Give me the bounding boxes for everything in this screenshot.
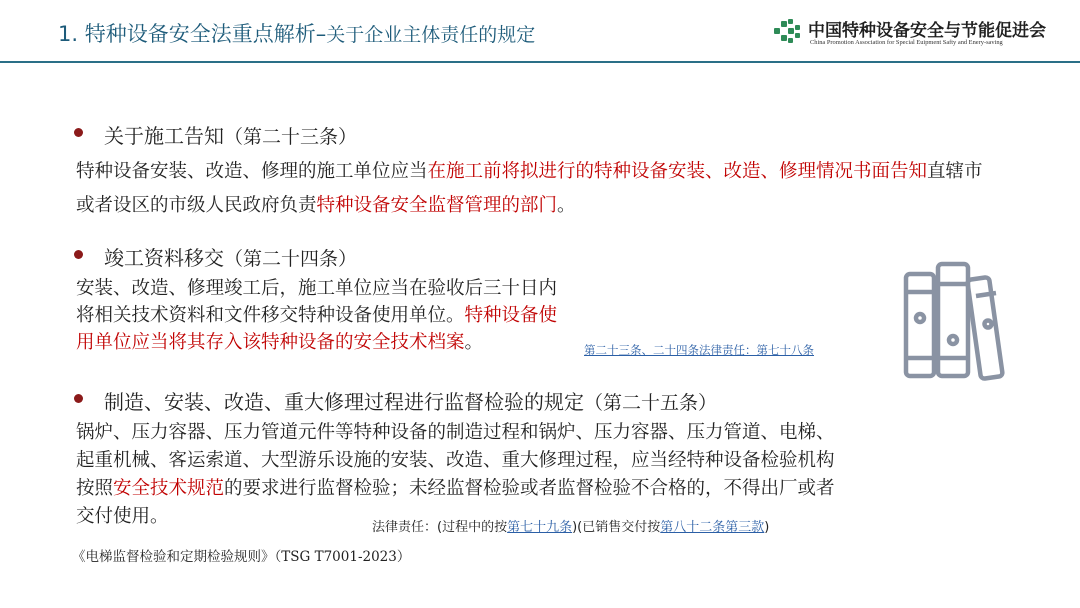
section-supervision-inspection xyxy=(76,386,1036,531)
section-paragraph xyxy=(76,155,996,223)
section-paragraph xyxy=(76,419,1036,531)
logo-chinese-name: 中国特种设备安全与节能促进会 xyxy=(808,21,1046,41)
association-logo-icon xyxy=(772,16,802,46)
paragraph-line: 交付使用。 xyxy=(76,506,169,527)
paragraph-emphasis: 在施工前将拟进行的特种设备安装、改造、修理情况书面告知 xyxy=(427,161,928,182)
paragraph-emphasis: 安全技术规范 xyxy=(113,478,225,499)
section-heading xyxy=(76,120,1036,149)
paragraph-line: 锅炉、压力容器、压力管道元件等特种设备的制造过程和锅炉、压力容器、压力管道、电梯、 xyxy=(76,422,835,443)
legal-text: )(已销售交付按 xyxy=(572,520,661,535)
legal-text: ) xyxy=(764,520,770,535)
section-heading-text: 制造、安装、改造、重大修理过程进行监督检验的规定 xyxy=(104,390,584,414)
section-completion-handover xyxy=(76,242,1036,356)
paragraph-line xyxy=(76,475,1036,503)
section-article: （第二十三条） xyxy=(224,126,358,148)
section-heading xyxy=(76,386,1036,415)
page-title-main: 1. 特种设备安全法重点解析 xyxy=(58,22,316,46)
page-title xyxy=(58,18,535,48)
section-heading xyxy=(76,242,1036,271)
legal-text: (过程中的按 xyxy=(437,520,508,535)
paragraph-text: 按照 xyxy=(76,478,114,499)
bullet-dot-icon xyxy=(74,394,83,403)
section-construction-notice xyxy=(76,120,1036,223)
bullet-dot-icon xyxy=(74,250,83,259)
paragraph-emphasis: 特种设备安全监督管理的部门 xyxy=(316,195,558,216)
header-divider xyxy=(0,61,1080,63)
section-paragraph xyxy=(76,275,1036,356)
section-article: （第二十四条） xyxy=(224,248,358,270)
paragraph-text: 。 xyxy=(557,195,576,216)
paragraph-line xyxy=(76,302,1036,329)
article-82-clause-3-link[interactable]: 第八十二条第三款 xyxy=(660,520,765,535)
legal-label: 法律责任： xyxy=(372,520,438,535)
section-heading-text: 竣工资料移交 xyxy=(104,246,224,270)
logo-english-name: China Promotion Association for Special Euipment Safty and Enery-saving xyxy=(810,39,1003,46)
legal-liability-note xyxy=(372,516,769,535)
paragraph-emphasis: 特种设备使 xyxy=(464,305,558,326)
paragraph-text: 将相关技术资料和文件移交特种设备使用单位。 xyxy=(76,305,465,326)
paragraph-text: 特种设备安装、改造、修理的施工单位应当 xyxy=(76,161,428,182)
binders-icon xyxy=(900,258,1012,382)
association-logo xyxy=(772,12,1072,52)
paragraph-emphasis: 用单位应当将其存入该特种设备的安全技术档案 xyxy=(76,332,465,353)
paragraph-text: 直辖市或者设区的市级人民政府负责 xyxy=(76,161,983,216)
page-title-separator: – xyxy=(315,22,327,46)
paragraph-text: 的要求进行监督检验；未经监督检验或者监督检验不合格的，不得出厂或者 xyxy=(224,478,835,499)
paragraph-line: 起重机械、客运索道、大型游乐设施的安装、改造、重大修理过程，应当经特种设备检验机构 xyxy=(76,450,835,471)
source-footnote: 《电梯监督检验和定期检验规则》（TSG T7001-2023） xyxy=(72,549,411,565)
article-79-link[interactable]: 第七十九条 xyxy=(507,520,573,535)
paragraph-line: 安装、改造、修理竣工后，施工单位应当在验收后三十日内 xyxy=(76,278,558,299)
section-article: （第二十五条） xyxy=(584,392,718,414)
paragraph-text: 。 xyxy=(464,332,484,353)
paragraph-line xyxy=(76,329,1036,356)
legal-liability-reference-link[interactable]: 第二十三条、二十四条法律责任：第七十八条 xyxy=(584,343,814,357)
page-subtitle: 关于企业主体责任的规定 xyxy=(326,24,536,46)
bullet-dot-icon xyxy=(74,128,83,137)
section-heading-text: 关于施工告知 xyxy=(104,124,224,148)
